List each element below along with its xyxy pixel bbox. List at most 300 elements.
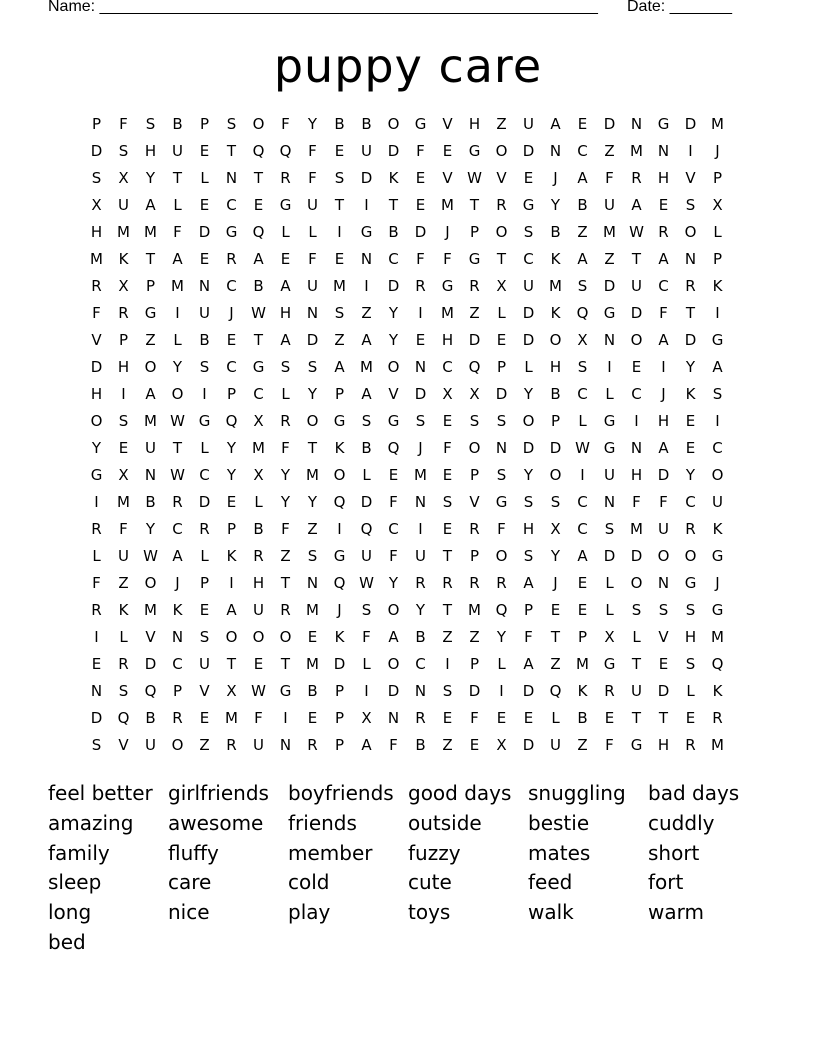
grid-cell: U	[253, 736, 264, 754]
grid-cell: J	[715, 142, 720, 160]
grid-cell: O	[387, 601, 400, 619]
grid-cell: F	[605, 169, 614, 187]
grid-cell: D	[684, 115, 697, 133]
grid-cell: N	[90, 682, 103, 700]
grid-cell: F	[281, 439, 290, 457]
grid-cell: T	[442, 547, 453, 565]
grid-cell: Z	[334, 331, 345, 349]
grid-cell: S	[118, 412, 129, 430]
grid-cell: H	[657, 736, 670, 754]
grid-cell: U	[118, 196, 129, 214]
grid-cell: H	[522, 520, 535, 538]
grid-cell: T	[307, 439, 318, 457]
grid-cell: S	[307, 547, 318, 565]
grid-cell: A	[361, 385, 372, 403]
grid-cell: Q	[117, 709, 130, 727]
grid-cell: M	[414, 466, 427, 484]
word-list-item: fuzzy	[408, 840, 461, 865]
grid-cell: M	[225, 709, 238, 727]
grid-cell: I	[607, 358, 612, 376]
grid-cell: N	[171, 628, 184, 646]
grid-cell: C	[712, 439, 723, 457]
grid-cell: P	[226, 520, 237, 538]
grid-cell: S	[658, 601, 669, 619]
grid-cell: S	[523, 223, 534, 241]
grid-cell: E	[226, 493, 237, 511]
grid-cell: A	[280, 277, 291, 295]
grid-cell: J	[175, 574, 180, 592]
grid-cell: Q	[360, 520, 373, 538]
grid-cell: I	[337, 223, 342, 241]
grid-cell: P	[550, 412, 561, 430]
grid-cell: U	[361, 547, 372, 565]
grid-cell: X	[469, 385, 480, 403]
grid-cell: O	[387, 655, 400, 673]
grid-cell: V	[118, 736, 129, 754]
grid-cell: F	[173, 223, 182, 241]
grid-cell: Y	[523, 385, 534, 403]
grid-cell: T	[442, 601, 453, 619]
grid-cell: Y	[172, 358, 183, 376]
grid-cell: B	[415, 736, 426, 754]
grid-cell: F	[308, 169, 317, 187]
grid-cell: P	[226, 385, 237, 403]
grid-cell: X	[496, 277, 507, 295]
grid-cell: O	[684, 223, 697, 241]
grid-cell: S	[496, 466, 507, 484]
grid-cell: L	[497, 655, 506, 673]
grid-cell: S	[361, 412, 372, 430]
grid-cell: G	[279, 196, 292, 214]
grid-cell: R	[496, 574, 507, 592]
grid-cell: O	[306, 412, 319, 430]
grid-cell: M	[306, 655, 319, 673]
grid-cell: T	[631, 655, 642, 673]
grid-cell: J	[553, 169, 558, 187]
grid-cell: M	[144, 601, 157, 619]
grid-cell: I	[364, 196, 369, 214]
grid-cell: P	[523, 601, 534, 619]
grid-cell: H	[630, 466, 643, 484]
grid-cell: Y	[226, 466, 237, 484]
grid-cell: U	[361, 142, 372, 160]
grid-cell: E	[523, 709, 534, 727]
grid-cell: E	[685, 412, 696, 430]
grid-cell: S	[523, 493, 534, 511]
grid-cell: Z	[280, 547, 291, 565]
grid-cell: B	[307, 682, 318, 700]
grid-cell: S	[577, 358, 588, 376]
grid-cell: X	[361, 709, 372, 727]
grid-cell: E	[523, 169, 534, 187]
grid-cell: Y	[226, 439, 237, 457]
grid-cell: G	[333, 412, 346, 430]
grid-cell: Y	[685, 358, 696, 376]
grid-cell: S	[712, 385, 723, 403]
grid-cell: E	[442, 466, 453, 484]
grid-cell: X	[253, 466, 264, 484]
grid-cell: J	[418, 439, 423, 457]
grid-cell: E	[496, 331, 507, 349]
grid-cell: J	[337, 601, 342, 619]
grid-cell: L	[200, 547, 209, 565]
grid-cell: K	[388, 169, 399, 187]
grid-cell: O	[387, 115, 400, 133]
grid-cell: H	[684, 628, 697, 646]
grid-cell: D	[468, 331, 481, 349]
grid-cell: L	[173, 331, 182, 349]
grid-cell: U	[199, 304, 210, 322]
word-list-item: bestie	[528, 810, 590, 835]
grid-cell: T	[388, 196, 399, 214]
grid-cell: P	[712, 169, 723, 187]
grid-cell: N	[414, 682, 427, 700]
grid-cell: Y	[523, 466, 534, 484]
grid-cell: Q	[468, 358, 481, 376]
grid-cell: P	[334, 682, 345, 700]
grid-cell: C	[577, 385, 588, 403]
grid-cell: D	[90, 709, 103, 727]
grid-cell: D	[522, 736, 535, 754]
grid-cell: D	[522, 682, 535, 700]
grid-cell: D	[387, 142, 400, 160]
grid-cell: C	[388, 250, 399, 268]
grid-cell: G	[603, 412, 616, 430]
grid-cell: R	[604, 682, 615, 700]
word-list-item: family	[48, 840, 110, 865]
grid-cell: L	[281, 223, 290, 241]
grid-cell: R	[91, 520, 102, 538]
grid-cell: W	[143, 547, 158, 565]
grid-cell: U	[631, 277, 642, 295]
grid-cell: T	[172, 169, 183, 187]
grid-cell: R	[712, 709, 723, 727]
grid-cell: C	[415, 655, 426, 673]
grid-cell: U	[172, 142, 183, 160]
grid-cell: E	[334, 142, 345, 160]
grid-cell: N	[630, 115, 643, 133]
grid-cell: F	[443, 250, 452, 268]
grid-cell: K	[712, 277, 723, 295]
grid-cell: P	[577, 628, 588, 646]
grid-cell: R	[226, 250, 237, 268]
grid-cell: G	[603, 655, 616, 673]
grid-cell: C	[388, 520, 399, 538]
grid-cell: A	[361, 736, 372, 754]
grid-cell: B	[577, 196, 588, 214]
grid-cell: A	[577, 250, 588, 268]
grid-cell: Y	[307, 493, 318, 511]
grid-cell: Z	[496, 115, 507, 133]
grid-cell: U	[145, 736, 156, 754]
word-list-item: outside	[408, 810, 482, 835]
grid-cell: C	[442, 358, 453, 376]
grid-cell: F	[92, 574, 101, 592]
grid-cell: N	[306, 304, 319, 322]
grid-cell: E	[550, 601, 561, 619]
grid-cell: L	[362, 655, 371, 673]
grid-cell: A	[523, 655, 534, 673]
grid-cell: S	[550, 493, 561, 511]
grid-cell: E	[631, 358, 642, 376]
grid-cell: V	[469, 493, 480, 511]
grid-cell: P	[469, 655, 480, 673]
grid-cell: K	[334, 439, 345, 457]
grid-cell: Q	[387, 439, 400, 457]
grid-cell: Y	[388, 574, 399, 592]
grid-cell: U	[415, 547, 426, 565]
grid-cell: E	[685, 709, 696, 727]
grid-cell: M	[468, 601, 481, 619]
grid-cell: Z	[550, 655, 561, 673]
grid-cell: A	[712, 358, 723, 376]
grid-cell: Z	[469, 304, 480, 322]
grid-cell: L	[92, 547, 101, 565]
grid-cell: V	[388, 385, 399, 403]
grid-cell: Q	[333, 493, 346, 511]
grid-cell: Q	[576, 304, 589, 322]
grid-cell: Z	[442, 628, 453, 646]
grid-cell: F	[389, 547, 398, 565]
grid-cell: X	[118, 277, 129, 295]
grid-cell: R	[415, 277, 426, 295]
word-list-item: fluffy	[168, 840, 219, 865]
grid-cell: I	[418, 304, 423, 322]
grid-cell: H	[468, 115, 481, 133]
grid-cell: N	[198, 277, 211, 295]
grid-cell: N	[387, 709, 400, 727]
grid-cell: E	[91, 655, 102, 673]
grid-cell: T	[550, 628, 561, 646]
grid-cell: T	[631, 250, 642, 268]
grid-cell: D	[684, 331, 697, 349]
grid-cell: C	[577, 520, 588, 538]
grid-cell: P	[496, 358, 507, 376]
word-list-item: nice	[168, 900, 210, 925]
grid-cell: V	[442, 115, 453, 133]
grid-cell: R	[118, 304, 129, 322]
word-list-item: cold	[288, 870, 330, 895]
grid-cell: L	[119, 628, 128, 646]
grid-cell: R	[172, 493, 183, 511]
grid-cell: O	[630, 574, 643, 592]
grid-cell: A	[280, 331, 291, 349]
grid-cell: M	[603, 223, 616, 241]
grid-cell: X	[577, 331, 588, 349]
grid-cell: B	[334, 115, 345, 133]
grid-cell: H	[657, 412, 670, 430]
grid-cell: X	[253, 412, 264, 430]
grid-cell: L	[308, 223, 317, 241]
grid-cell: F	[524, 628, 533, 646]
grid-cell: U	[631, 682, 642, 700]
grid-cell: C	[685, 493, 696, 511]
grid-cell: A	[658, 250, 669, 268]
grid-cell: S	[145, 115, 156, 133]
word-list-item: long	[48, 900, 92, 925]
grid-cell: C	[631, 385, 642, 403]
grid-cell: U	[523, 277, 534, 295]
grid-cell: G	[468, 250, 481, 268]
grid-cell: N	[549, 142, 562, 160]
grid-cell: P	[334, 736, 345, 754]
grid-cell: D	[198, 223, 211, 241]
grid-cell: H	[441, 331, 454, 349]
grid-cell: R	[631, 169, 642, 187]
grid-cell: R	[172, 709, 183, 727]
grid-cell: M	[117, 493, 130, 511]
grid-cell: H	[117, 358, 130, 376]
grid-cell: U	[658, 520, 669, 538]
grid-cell: E	[199, 142, 210, 160]
grid-cell: O	[657, 547, 670, 565]
grid-cell: F	[362, 628, 371, 646]
grid-cell: G	[441, 277, 454, 295]
grid-cell: I	[661, 358, 666, 376]
word-list-item: boyfriends	[288, 781, 394, 805]
grid-cell: S	[118, 142, 129, 160]
grid-cell: O	[225, 628, 238, 646]
grid-cell: S	[442, 682, 453, 700]
grid-cell: S	[685, 655, 696, 673]
grid-cell: D	[495, 385, 508, 403]
grid-cell: I	[580, 466, 585, 484]
grid-cell: R	[469, 574, 480, 592]
grid-cell: F	[605, 736, 614, 754]
grid-cell: M	[549, 277, 562, 295]
grid-cell: K	[118, 250, 129, 268]
grid-cell: E	[415, 169, 426, 187]
grid-cell: Y	[145, 169, 156, 187]
grid-cell: I	[634, 412, 639, 430]
grid-cell: K	[550, 304, 561, 322]
grid-cell: K	[172, 601, 183, 619]
grid-cell: E	[577, 115, 588, 133]
grid-cell: R	[118, 655, 129, 673]
grid-cell: Z	[199, 736, 210, 754]
grid-cell: M	[441, 304, 454, 322]
grid-cell: T	[226, 655, 237, 673]
grid-cell: L	[605, 385, 614, 403]
grid-cell: D	[522, 304, 535, 322]
grid-cell: P	[469, 547, 480, 565]
grid-cell: Y	[388, 304, 399, 322]
grid-cell: Y	[91, 439, 102, 457]
grid-cell: S	[280, 358, 291, 376]
grid-cell: D	[306, 331, 319, 349]
grid-cell: E	[442, 520, 453, 538]
grid-cell: B	[361, 439, 372, 457]
grid-cell: E	[253, 655, 264, 673]
grid-cell: F	[470, 709, 479, 727]
grid-cell: F	[389, 736, 398, 754]
grid-cell: G	[630, 736, 643, 754]
grid-cell: P	[145, 277, 156, 295]
grid-cell: F	[659, 493, 668, 511]
grid-cell: F	[119, 115, 128, 133]
grid-cell: L	[713, 223, 722, 241]
grid-cell: O	[549, 331, 562, 349]
grid-cell: R	[442, 574, 453, 592]
grid-cell: D	[630, 547, 643, 565]
grid-cell: S	[604, 520, 615, 538]
grid-cell: Z	[361, 304, 372, 322]
grid-cell: F	[119, 520, 128, 538]
grid-cell: N	[657, 574, 670, 592]
grid-cell: C	[577, 493, 588, 511]
grid-cell: V	[496, 169, 507, 187]
grid-cell: Y	[388, 331, 399, 349]
grid-cell: B	[172, 115, 183, 133]
grid-cell: I	[445, 655, 450, 673]
grid-cell: Y	[145, 520, 156, 538]
grid-cell: D	[522, 439, 535, 457]
grid-cell: B	[199, 331, 210, 349]
grid-cell: E	[442, 142, 453, 160]
grid-cell: V	[199, 682, 210, 700]
grid-cell: T	[631, 709, 642, 727]
grid-cell: D	[144, 655, 157, 673]
grid-cell: R	[253, 547, 264, 565]
word-list-item: cute	[408, 870, 452, 895]
grid-cell: S	[199, 358, 210, 376]
grid-cell: M	[360, 358, 373, 376]
grid-cell: N	[414, 493, 427, 511]
grid-cell: U	[550, 736, 561, 754]
grid-cell: T	[658, 709, 669, 727]
grid-cell: M	[144, 412, 157, 430]
grid-cell: O	[252, 115, 265, 133]
grid-cell: C	[226, 277, 237, 295]
grid-cell: E	[118, 439, 129, 457]
grid-cell: V	[442, 169, 453, 187]
grid-cell: A	[388, 628, 399, 646]
grid-cell: F	[308, 250, 317, 268]
grid-cell: W	[251, 682, 266, 700]
grid-cell: G	[198, 412, 211, 430]
word-list-item: warm	[648, 900, 704, 925]
grid-cell: S	[631, 601, 642, 619]
grid-cell: I	[688, 142, 693, 160]
letter-grid	[83, 111, 731, 759]
grid-cell: O	[144, 574, 157, 592]
grid-cell: E	[415, 196, 426, 214]
grid-cell: S	[334, 169, 345, 187]
grid-cell: U	[199, 655, 210, 673]
grid-cell: A	[577, 547, 588, 565]
grid-cell: T	[469, 196, 480, 214]
grid-cell: T	[685, 304, 696, 322]
grid-cell: E	[577, 574, 588, 592]
grid-cell: Z	[604, 250, 615, 268]
word-list-item: bed	[48, 929, 86, 954]
grid-cell: A	[577, 169, 588, 187]
grid-cell: R	[658, 223, 669, 241]
grid-cell: U	[307, 277, 318, 295]
grid-cell: I	[283, 709, 288, 727]
word-list-item: fort	[648, 870, 684, 895]
grid-cell: J	[661, 385, 666, 403]
grid-cell: I	[94, 628, 99, 646]
grid-cell: I	[202, 385, 207, 403]
grid-cell: G	[657, 115, 670, 133]
grid-cell: D	[468, 682, 481, 700]
grid-cell: D	[333, 655, 346, 673]
grid-cell: F	[443, 439, 452, 457]
grid-cell: E	[577, 601, 588, 619]
grid-cell: O	[522, 412, 535, 430]
grid-cell: D	[360, 169, 373, 187]
